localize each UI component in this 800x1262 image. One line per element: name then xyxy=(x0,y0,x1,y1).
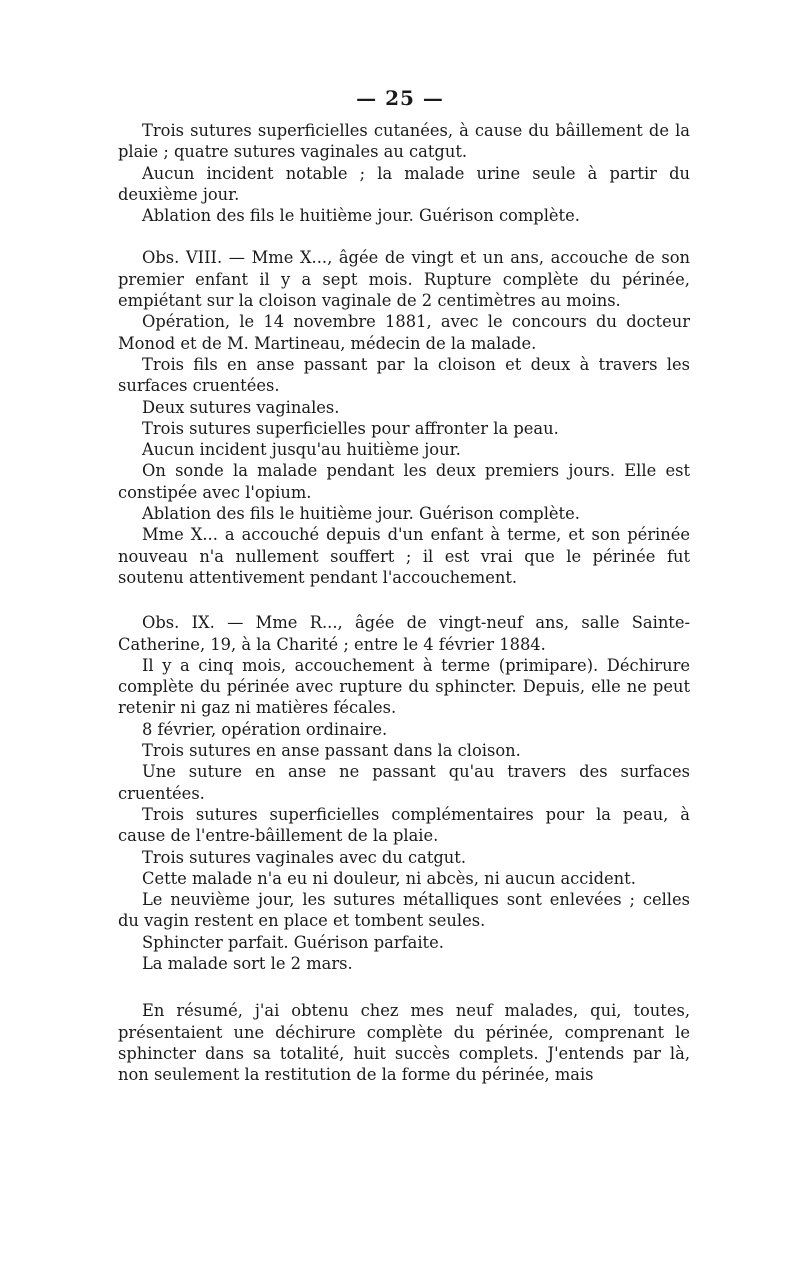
body-text xyxy=(118,120,690,1085)
paragraph: La malade sort le 2 mars. xyxy=(142,953,353,973)
paragraph: 8 février, opération ordinaire. xyxy=(142,719,388,739)
paragraph: Une suture en anse ne passant qu'au travers des surfaces cruentées. xyxy=(118,762,690,803)
paragraph: On sonde la malade pendant les deux premiers jours. Elle est constipée avec l'opium. xyxy=(118,461,690,502)
paragraph: Opération, le 14 novembre 1881, avec le concours du docteur Monod et de M. Martineau, médecin de la malade. xyxy=(118,312,690,353)
paragraph: Trois sutures vaginales avec du catgut. xyxy=(142,847,467,867)
observation-heading-paragraph: Obs. IX. — Mme R..., âgée de vingt-neuf ans, salle Sainte-Catherine, 19, à la Charité ; entre le 4 février 1884. xyxy=(118,613,690,654)
paragraph: Ablation des fils le huitième jour. Guérison complète. xyxy=(142,206,580,226)
paragraph: Sphincter parfait. Guérison parfaite. xyxy=(142,932,444,952)
paragraph: Trois sutures superficielles cutanées, à cause du bâillement de la plaie ; quatre sutures vaginales au catgut. xyxy=(118,121,690,162)
paragraph: Cette malade n'a eu ni douleur, ni abcès, ni aucun accident. xyxy=(142,868,636,888)
paragraph: Ablation des fils le huitième jour. Guérison complète. xyxy=(142,504,580,524)
paragraph: Trois sutures superficielles complémentaires pour la peau, à cause de l'entre-bâillement de la plaie. xyxy=(118,804,690,846)
paragraph: Aucun incident notable ; la malade urine seule à partir du deuxième jour. xyxy=(118,163,690,204)
paragraph: Trois sutures en anse passant dans la cloison. xyxy=(142,741,521,761)
paragraph: Il y a cinq mois, accouchement à terme (primipare). Déchirure complète du périnée avec rupture du sphincter. Depuis, elle ne peut retenir ni gaz ni matières fécales. xyxy=(118,655,690,718)
paragraph: Deux sutures vaginales. xyxy=(142,397,340,417)
page-number: — 25 — xyxy=(356,86,444,110)
paragraph: Trois fils en anse passant par la cloison et deux à travers les surfaces cruentées. xyxy=(118,354,690,396)
observation-heading-paragraph: Obs. VIII. — Mme X..., âgée de vingt et un ans, accouche de son premier enfant il y a sept mois. Rupture complète du périnée, empiétant sur la cloison vaginale de 2 centimètres au moins. xyxy=(118,248,690,311)
summary-paragraph: En résumé, j'ai obtenu chez mes neuf malades, qui, toutes, présentaient une déchirure complète du périnée, comprenant le sphincter dans sa totalité, huit succès complets. J'entends par là, non seulement la restitution de la forme du périnée, mais xyxy=(118,1001,690,1085)
paragraph: Mme X... a accouché depuis d'un enfant à terme, et son périnée nouveau n'a nullement souffert ; il est vrai que le périnée fut soutenu attentivement pendant l'accouchement. xyxy=(118,525,690,587)
paragraph: Aucun incident jusqu'au huitième jour. xyxy=(142,440,461,460)
paragraph: Le neuvième jour, les sutures métalliques sont enlevées ; celles du vagin restent en place et tombent seules. xyxy=(118,890,690,931)
paragraph: Trois sutures superficielles pour affronter la peau. xyxy=(142,418,559,438)
